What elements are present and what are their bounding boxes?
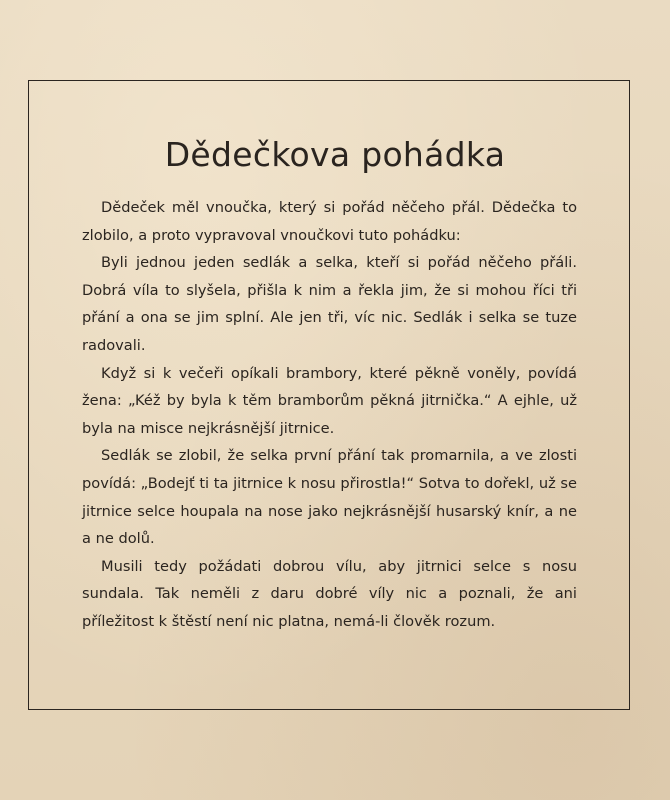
paragraph-nose: Sedlák se zlobil, že selka první přání tak promarnila, a ve zlosti povídá: „Bodejť ti ta jitrnice k nosu přirostla!“ Sotva to dořekl, už se jitrnice selce houpala na nose jako nejkrásnější husarský knír, a ne a ne dolů.: [82, 447, 577, 548]
story-title: Dědečkova pohádka: [164, 135, 506, 174]
paragraph-moral: Musili tedy požádati dobrou vílu, aby jitrnici selce s nosu sundala. Tak neměli z daru dobré víly nic a poznali, že ani příležitost k štěstí není nic platna, nemá-li člověk rozum.: [82, 557, 577, 630]
paragraph-wishes: Byli jednou jeden sedlák a selka, kteří si pořád něčeho přáli. Dobrá víla to slyšela, přišla k nim a řekla jim, že si mohou říci tři přání a ona se jim splní. Ale jen tři, víc nic. Sedlák i selka se tuze radovali.: [82, 254, 577, 354]
story-body: [82, 194, 577, 636]
paragraph-sausage: Když si k večeři opíkali brambory, které pěkně voněly, povídá žena: „Kéž by byla k těm bramborům pěkná jitrnička.“ A ejhle, už byla na misce nejkrásnější jitrnice.: [82, 364, 577, 437]
paragraph-intro: Dědeček měl vnoučka, který si pořád něčeho přál. Dědečka to zlobilo, a proto vypravoval vnoučkovi tuto pohádku:: [82, 199, 577, 244]
